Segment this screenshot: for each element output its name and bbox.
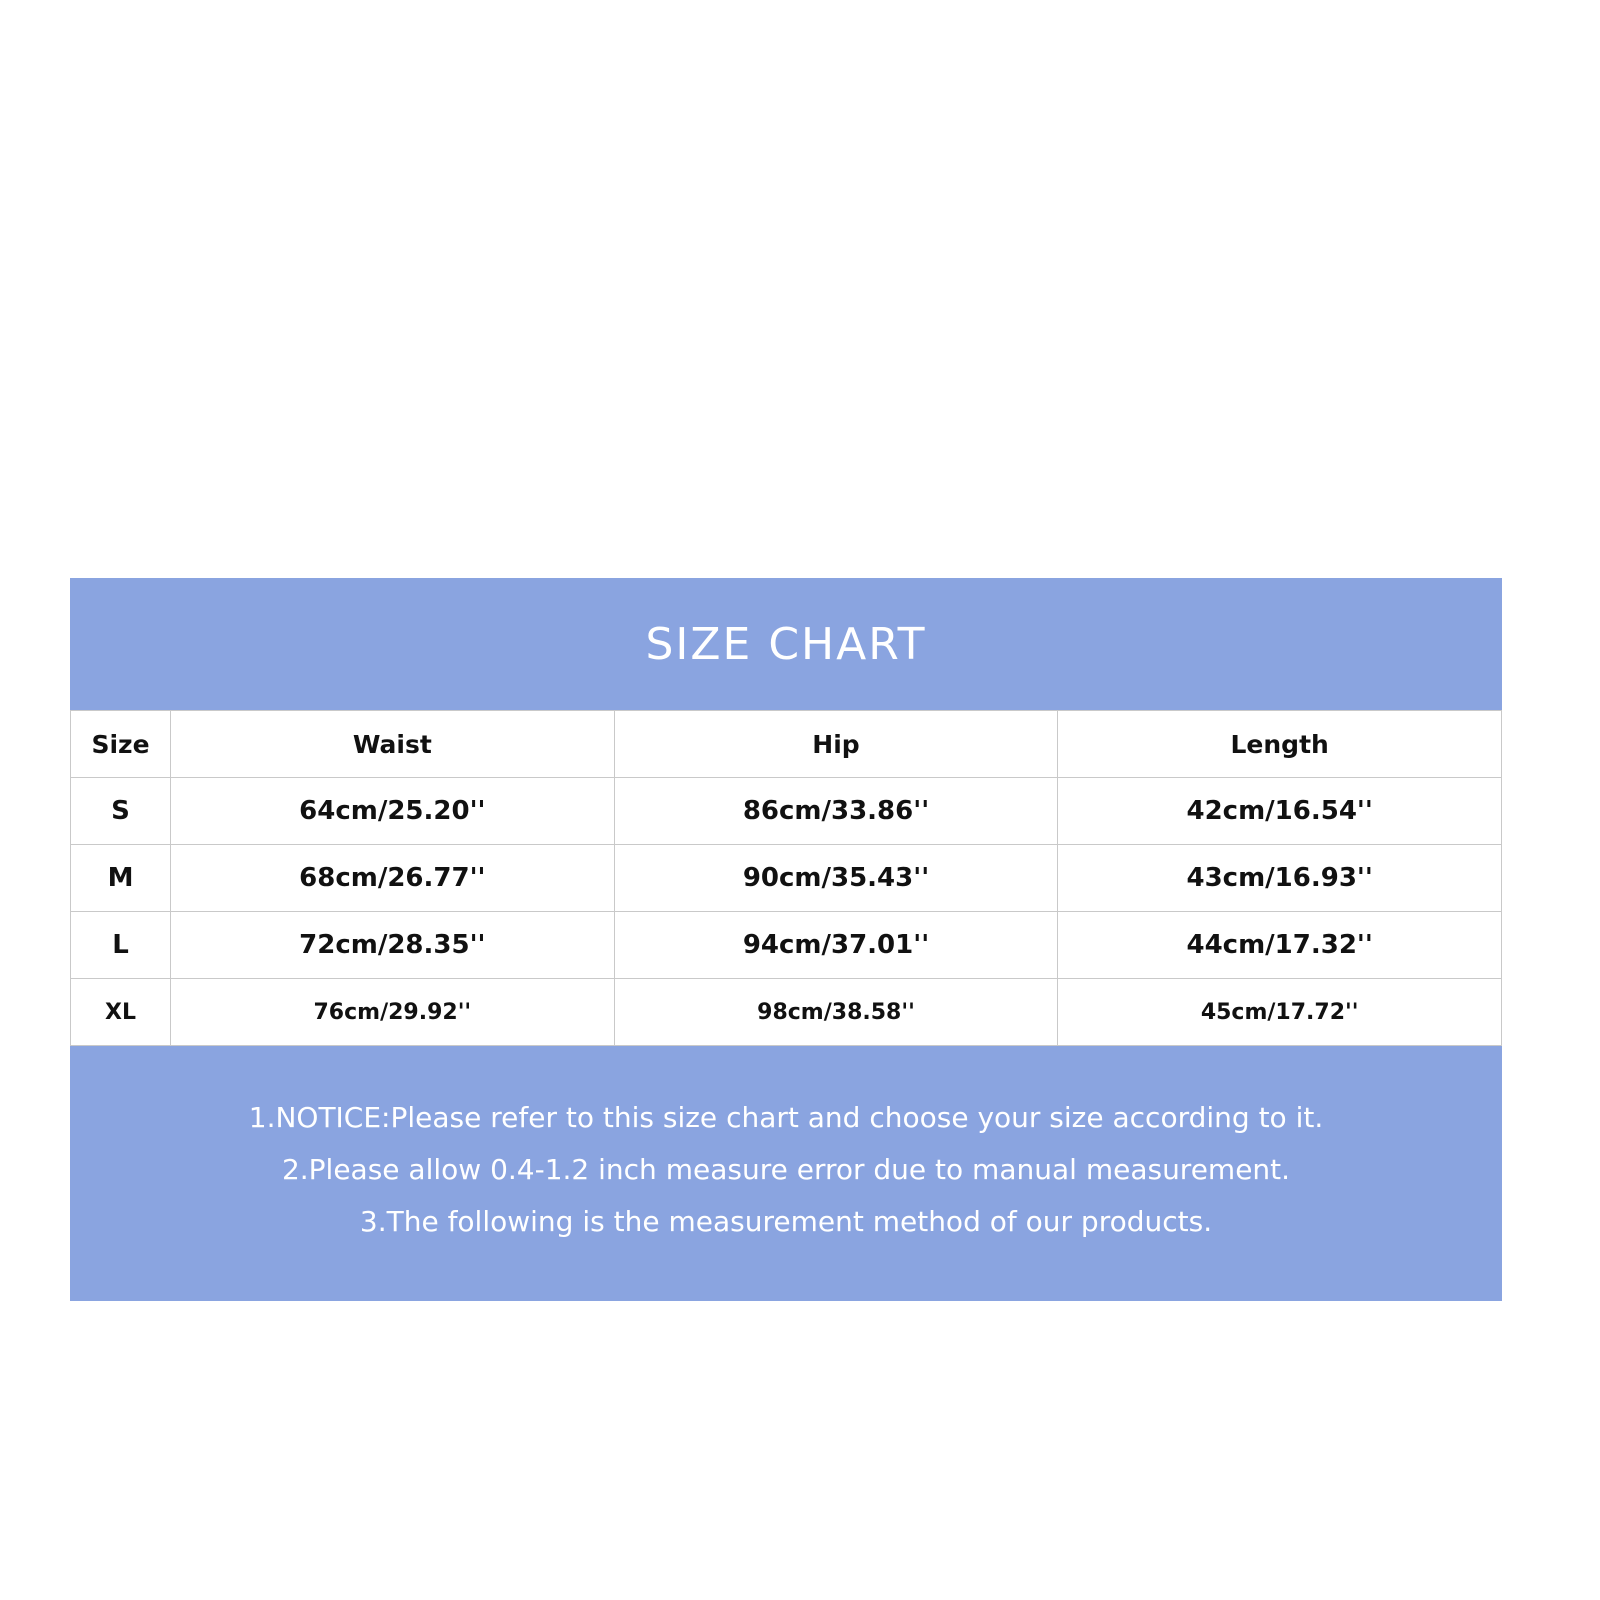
size-chart-card (70, 578, 1502, 1301)
cell-size: M (71, 845, 171, 912)
cell-length: 43cm/16.93'' (1058, 845, 1502, 912)
size-chart-table (70, 710, 1502, 1046)
cell-hip: 94cm/37.01'' (614, 912, 1058, 979)
table-row (71, 845, 1502, 912)
cell-hip: 86cm/33.86'' (614, 778, 1058, 845)
cell-waist: 76cm/29.92'' (171, 979, 615, 1046)
cell-hip: 98cm/38.58'' (614, 979, 1058, 1046)
size-chart-header (70, 578, 1502, 710)
column-header-size: Size (71, 711, 171, 778)
note-line-2: 2.Please allow 0.4-1.2 inch measure error due to manual measurement. (281, 1152, 1291, 1186)
table-row (71, 979, 1502, 1046)
cell-hip: 90cm/35.43'' (614, 845, 1058, 912)
column-header-length: Length (1058, 711, 1502, 778)
cell-waist: 72cm/28.35'' (171, 912, 615, 979)
cell-size: L (71, 912, 171, 979)
cell-length: 44cm/17.32'' (1058, 912, 1502, 979)
note-line-1: 1.NOTICE:Please refer to this size chart and choose your size according to it. (248, 1101, 1324, 1134)
column-header-hip: Hip (614, 711, 1058, 778)
cell-size: XL (71, 979, 171, 1046)
table-row (71, 912, 1502, 979)
cell-size: S (71, 778, 171, 845)
column-header-waist: Waist (171, 711, 615, 778)
table-row (71, 778, 1502, 845)
note-line-3: 3.The following is the measurement method of our products. (359, 1204, 1213, 1238)
cell-length: 42cm/16.54'' (1058, 778, 1502, 845)
cell-length: 45cm/17.72'' (1058, 979, 1502, 1046)
size-chart-notes (70, 1046, 1502, 1301)
page-title: SIZE CHART (645, 618, 927, 670)
cell-waist: 68cm/26.77'' (171, 845, 615, 912)
cell-waist: 64cm/25.20'' (171, 778, 615, 845)
table-header-row (71, 711, 1502, 778)
